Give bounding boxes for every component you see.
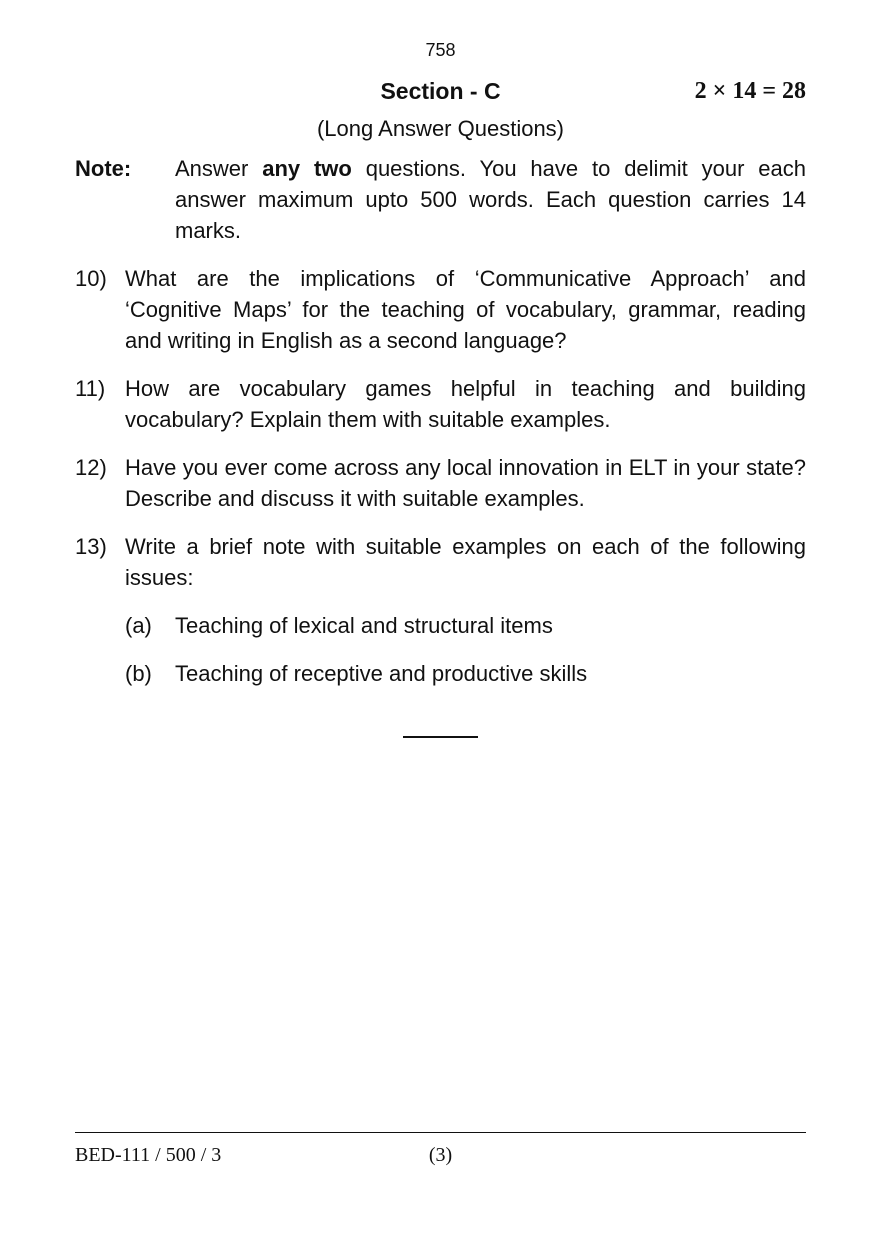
note-text <box>175 153 806 246</box>
question-13-part-a <box>125 610 806 641</box>
sub-item-label: (a) <box>125 613 152 638</box>
question-text: How are vocabulary games helpful in teaching and building vocabulary? Explain them with suitable examples. <box>125 376 806 432</box>
note-text-before: Answer <box>175 156 263 181</box>
sub-item-label: (b) <box>125 661 152 686</box>
end-divider <box>403 736 478 738</box>
section-title: Section - C <box>380 78 501 104</box>
question-12 <box>75 452 806 514</box>
question-text: Write a brief note with suitable examples on each of the following issues: <box>125 534 806 590</box>
section-subtitle: (Long Answer Questions) <box>316 116 565 141</box>
note-label: Note: <box>75 156 132 181</box>
question-text: What are the implications of ‘Communicative Approach’ and ‘Cognitive Maps’ for the teaching of vocabulary, grammar, reading and writing in English as a second language? <box>125 266 806 353</box>
instructions-note <box>75 153 806 246</box>
marks-allocation: 2 × 14 = 28 <box>694 78 806 104</box>
question-number: 12) <box>75 455 107 480</box>
question-13 <box>75 531 806 593</box>
note-emphasis: any two <box>262 156 352 181</box>
note-text-after: questions. You have to delimit your each answer maximum upto 500 words. Each question carries 14 marks. <box>175 156 806 243</box>
footer-paper-code: BED-111 / 500 / 3 <box>75 1144 222 1166</box>
question-number: 13) <box>75 534 107 559</box>
question-10 <box>75 263 806 356</box>
sub-item-text: Teaching of receptive and productive skills <box>175 661 588 686</box>
footer-page-number: (3) <box>428 1144 453 1166</box>
question-number: 11) <box>75 376 106 401</box>
question-text: Have you ever come across any local innovation in ELT in your state? Describe and discuss it with suitable examples. <box>125 455 806 511</box>
question-11 <box>75 373 806 435</box>
sub-item-text: Teaching of lexical and structural items <box>175 613 553 638</box>
question-list <box>75 263 806 706</box>
question-number: 10) <box>75 266 107 291</box>
question-13-part-b <box>125 658 806 689</box>
footer-divider <box>75 1132 806 1133</box>
page-number: 758 <box>425 40 456 60</box>
